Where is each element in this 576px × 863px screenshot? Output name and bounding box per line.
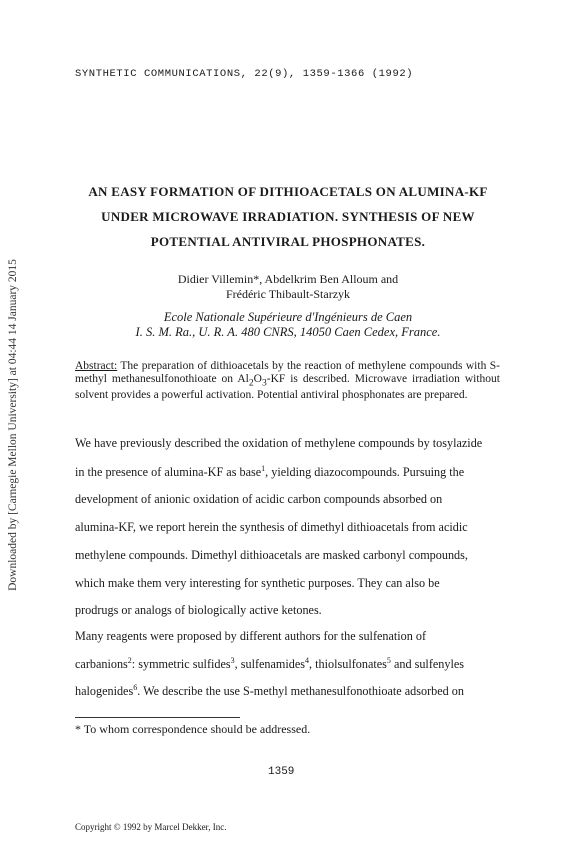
- body-line: [75, 603, 500, 618]
- reference-superscript: 5: [386, 656, 391, 665]
- body-text-segment: development of anionic oxidation of acidic carbon compounds absorbed on: [75, 492, 443, 506]
- abstract-text-before: The preparation of dithioacetals by the reaction of methylene compounds with S-methyl methanesulfonothioate on Al: [75, 360, 500, 385]
- body-text-segment: We have previously described the oxidation of methylene compounds by tosylazide: [75, 436, 483, 450]
- journal-header: SYNTHETIC COMMUNICATIONS, 22(9), 1359-1366 (1992): [75, 68, 414, 80]
- reference-superscript: 1: [261, 464, 266, 473]
- subscript-2: 2: [248, 377, 254, 389]
- reference-superscript: 6: [133, 683, 138, 692]
- page-number: 1359: [268, 766, 295, 778]
- body-line: [75, 629, 500, 644]
- authors-line-2: Frédéric Thibault-Starzyk: [225, 287, 351, 301]
- download-watermark-text: Downloaded by [Carnegie Mellon University] at 04:44 14 January 2015: [7, 259, 19, 591]
- affiliation-line-2: I. S. M. Ra., U. R. A. 480 CNRS, 14050 Caen Cedex, France.: [135, 325, 441, 339]
- article-title-line-3: POTENTIAL ANTIVIRAL PHOSPHONATES.: [150, 234, 426, 249]
- abstract-label: Abstract:: [75, 360, 118, 372]
- body-line: [75, 576, 500, 591]
- body-text-segment: halogenides: [75, 684, 134, 699]
- body-line: [75, 548, 500, 563]
- body-text-segment: and sulfenyles: [390, 657, 465, 672]
- body-text-segment: carbanions: [75, 657, 128, 672]
- footnote-divider: [75, 717, 240, 718]
- copyright-notice: Copyright © 1992 by Marcel Dekker, Inc.: [75, 822, 227, 832]
- reference-superscript: 3: [230, 656, 235, 665]
- article-title-line-2: UNDER MICROWAVE IRRADIATION. SYNTHESIS OF NEW: [101, 209, 475, 224]
- footnote: * To whom correspondence should be addressed.: [75, 722, 311, 736]
- body-text-segment: , yielding diazocompounds. Pursuing the: [265, 465, 465, 480]
- article-title-line-1: AN EASY FORMATION OF DITHIOACETALS ON ALUMINA-KF: [88, 184, 488, 199]
- reference-superscript: 4: [305, 656, 310, 665]
- abstract-text-after: -KF is described. Microwave irradiation without solvent provides a powerful activation. Potential antiviral phosphonates are prepared.: [75, 373, 500, 402]
- body-line: [75, 683, 500, 699]
- download-watermark: [4, 210, 22, 640]
- abstract-block: [75, 360, 500, 402]
- body-text-segment: methylene compounds. Dimethyl dithioacetals are masked carbonyl compounds,: [75, 548, 468, 562]
- body-text-segment: alumina-KF, we report herein the synthesis of dimethyl dithioacetals from acidic: [75, 520, 468, 534]
- body-line: [75, 492, 500, 507]
- reference-superscript: 2: [127, 656, 132, 665]
- body-text-segment: which make them very interesting for synthetic purposes. They can also be: [75, 576, 440, 590]
- body-text-segment: Many reagents were proposed by different authors for the sulfenation of: [75, 629, 427, 643]
- body-text-segment: , thiolsulfonates: [309, 657, 387, 672]
- body-line: [75, 520, 500, 535]
- subscript-3: 3: [261, 377, 267, 389]
- abstract-text-mid: O: [253, 373, 262, 385]
- affiliation-line-1: Ecole Nationale Supérieure d'Ingénieurs de Caen: [163, 310, 413, 324]
- body-text-segment: : symmetric sulfides: [131, 657, 231, 672]
- body-text-segment: in the presence of alumina-KF as base: [75, 465, 262, 480]
- body-line: [75, 464, 500, 480]
- body-text-segment: prodrugs or analogs of biologically active ketones.: [75, 603, 322, 617]
- body-line: [75, 656, 500, 672]
- body-text-segment: , sulfenamides: [234, 657, 306, 672]
- body-line: [75, 436, 500, 451]
- authors-line-1: Didier Villemin*, Abdelkrim Ben Alloum and: [177, 272, 399, 286]
- body-text-segment: . We describe the use S-methyl methanesulfonothioate adsorbed on: [137, 684, 464, 699]
